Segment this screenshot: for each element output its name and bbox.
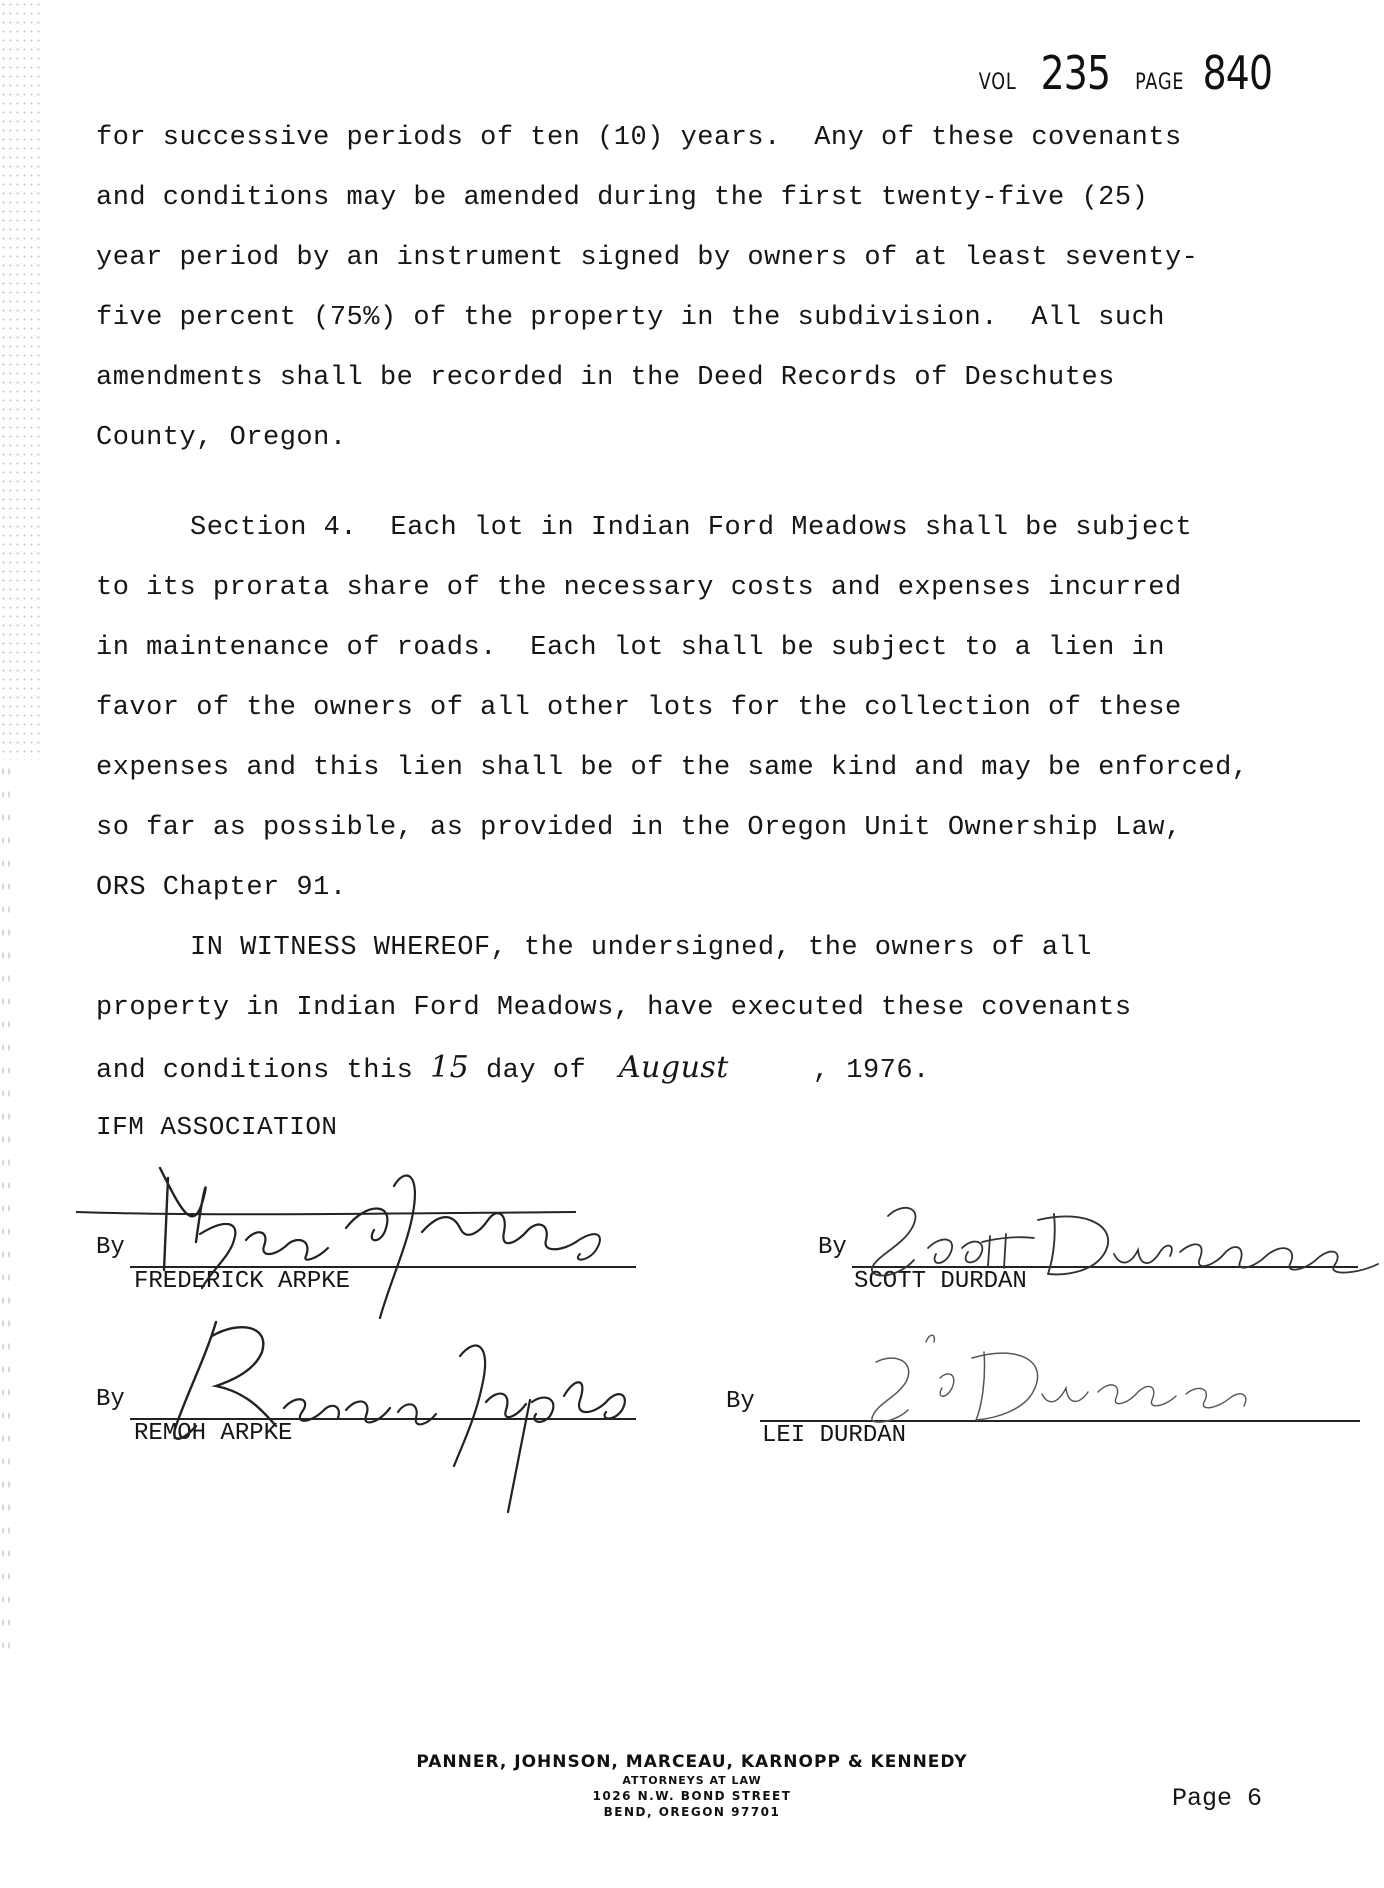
signer-name: LEI DURDAN bbox=[762, 1422, 907, 1449]
handwritten-signature bbox=[836, 1322, 1384, 1442]
vol-number: 235 bbox=[1040, 46, 1110, 100]
text-line: expenses and this lien shall be of the same kind and may be enforced, bbox=[96, 753, 1249, 783]
date-suffix: , 1976. bbox=[812, 1056, 930, 1086]
handwritten-signature bbox=[858, 1194, 1384, 1304]
text-line: for successive periods of ten (10) years. Any of these covenants bbox=[96, 123, 1182, 153]
signer-name: FREDERICK ARPKE bbox=[134, 1268, 351, 1295]
by-label: By bbox=[96, 1386, 125, 1413]
text-line: to its prorata share of the necessary costs and expenses incurred bbox=[96, 573, 1182, 603]
scan-noise bbox=[0, 0, 40, 760]
organization-name: IFM ASSOCIATION bbox=[96, 1112, 338, 1142]
text-line: property in Indian Ford Meadows, have executed these covenants bbox=[96, 993, 1132, 1023]
page-number: Page 6 bbox=[1172, 1784, 1263, 1813]
text-line: ORS Chapter 91. bbox=[96, 873, 347, 903]
firm-subtitle: ATTORNEYS AT LAW bbox=[622, 1774, 762, 1787]
text-line: County, Oregon. bbox=[96, 423, 347, 453]
by-label: By bbox=[726, 1388, 755, 1415]
vol-label: VOL bbox=[979, 70, 1017, 95]
text-line: year period by an instrument signed by owners of at least seventy- bbox=[96, 243, 1199, 273]
signer-name: SCOTT DURDAN bbox=[854, 1268, 1027, 1295]
by-label: By bbox=[96, 1234, 125, 1261]
scan-noise-lower bbox=[0, 760, 12, 1660]
text-line: amendments shall be recorded in the Deed Records of Deschutes bbox=[96, 363, 1115, 393]
firm-street: 1026 N.W. BOND STREET bbox=[592, 1789, 792, 1803]
firm-city: BEND, OREGON 97701 bbox=[603, 1805, 781, 1819]
handwritten-signature bbox=[136, 1316, 656, 1516]
text-line: so far as possible, as provided in the Oregon Unit Ownership Law, bbox=[96, 813, 1182, 843]
document-body bbox=[96, 108, 1346, 1098]
signer-name: REMOH ARPKE bbox=[134, 1420, 293, 1447]
page-label-stamp: PAGE bbox=[1134, 70, 1184, 95]
by-label: By bbox=[818, 1234, 847, 1261]
text-line: IN WITNESS WHEREOF, the undersigned, the owners of all bbox=[190, 933, 1092, 963]
handwritten-day: 15 bbox=[430, 1050, 470, 1085]
date-line bbox=[96, 1038, 1346, 1098]
text-line: favor of the owners of all other lots for the collection of these bbox=[96, 693, 1182, 723]
date-middle: day of bbox=[469, 1056, 603, 1086]
handwritten-month: August bbox=[618, 1050, 729, 1085]
handwritten-signature bbox=[76, 1158, 636, 1338]
text-line: in maintenance of roads. Each lot shall be subject to a lien in bbox=[96, 633, 1165, 663]
volume-page-stamp bbox=[974, 46, 1280, 100]
text-line: Section 4. Each lot in Indian Ford Meadows shall be subject bbox=[190, 513, 1193, 543]
text-line: and conditions may be amended during the first twenty-five (25) bbox=[96, 183, 1149, 213]
text-line: five percent (75%) of the property in the subdivision. All such bbox=[96, 303, 1165, 333]
firm-name: PANNER, JOHNSON, MARCEAU, KARNOPP & KENNEDY bbox=[416, 1752, 968, 1772]
page-number-stamp: 840 bbox=[1202, 46, 1273, 100]
date-prefix: and conditions this bbox=[96, 1056, 431, 1086]
